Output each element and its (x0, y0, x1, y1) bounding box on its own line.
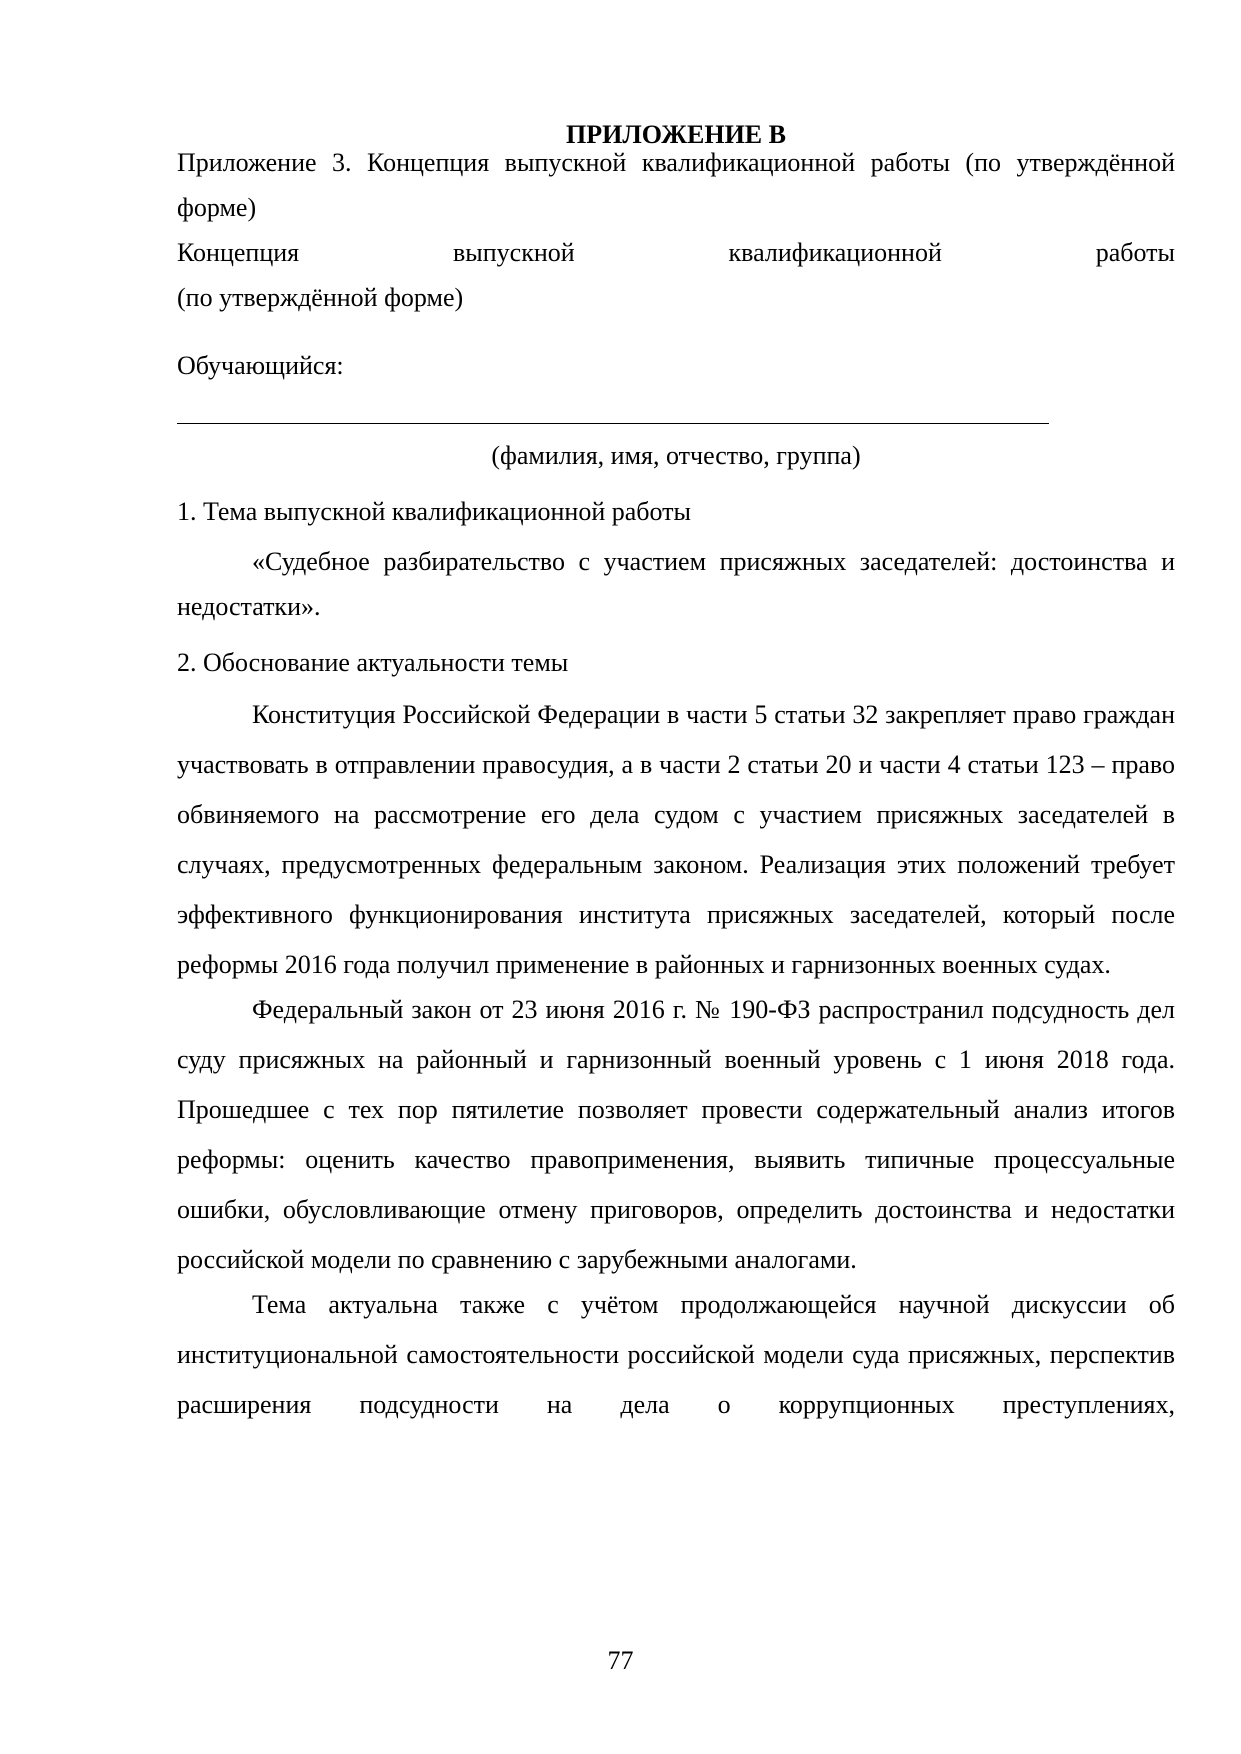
section1-heading: 1. Тема выпускной квалификационной работы (177, 497, 691, 526)
section1-body (177, 539, 1175, 629)
student-caption: (фамилия, имя, отчество, группа) (491, 441, 861, 470)
section2-body (177, 690, 1175, 1430)
student-label: Обучающийся: (177, 351, 344, 380)
section2-paragraph-2: Федеральный закон от 23 июня 2016 г. № 190-ФЗ распространил подсудность дел суду присяжных на районный и гарнизонный военный уровень с 1 июня 2018 года. Прошедшее с тех пор пятилетие позволяет провести содержательный анализ итогов реформы: оценить качество правоприменения, выявить типичные процессуальные ошибки, обусловливающие отмену приговоров, определить достоинства и недостатки российской модели по сравнению с зарубежными аналогами. (177, 995, 1175, 1274)
section2-heading: 2. Обоснование актуальности темы (177, 648, 569, 677)
appendix-heading: ПРИЛОЖЕНИЕ В (566, 120, 786, 149)
page-number: 77 (607, 1646, 634, 1675)
appendix-subtitle-block (177, 140, 1175, 230)
form-title-block (177, 230, 1175, 320)
section2-paragraph-3: Тема актуальна также с учётом продолжающейся научной дискуссии об институциональной самостоятельности российской модели суда присяжных, перспектив расширения подсудности на дела о коррупционных преступлениях, (177, 1290, 1175, 1419)
form-title-line1: Концепция выпускной квалификационной работы (177, 238, 1175, 267)
appendix-subtitle: Приложение 3. Концепция выпускной квалификационной работы (по утверждённой форме) (177, 148, 1175, 222)
section1-text: «Судебное разбирательство с участием присяжных заседателей: достоинства и недостатки». (177, 547, 1175, 621)
signature-line (177, 423, 1049, 424)
form-title-line2: (по утверждённой форме) (177, 283, 464, 312)
section2-paragraph-1: Конституция Российской Федерации в части 5 статьи 32 закрепляет право граждан участвовать в отправлении правосудия, а в части 2 статьи 20 и части 4 статьи 123 – право обвиняемого на рассмотрение его дела судом с участием присяжных заседателей в случаях, предусмотренных федеральным законом. Реализация этих положений требует эффективного функционирования института присяжных заседателей, который после реформы 2016 года получил применение в районных и гарнизонных военных судах. (177, 700, 1175, 979)
